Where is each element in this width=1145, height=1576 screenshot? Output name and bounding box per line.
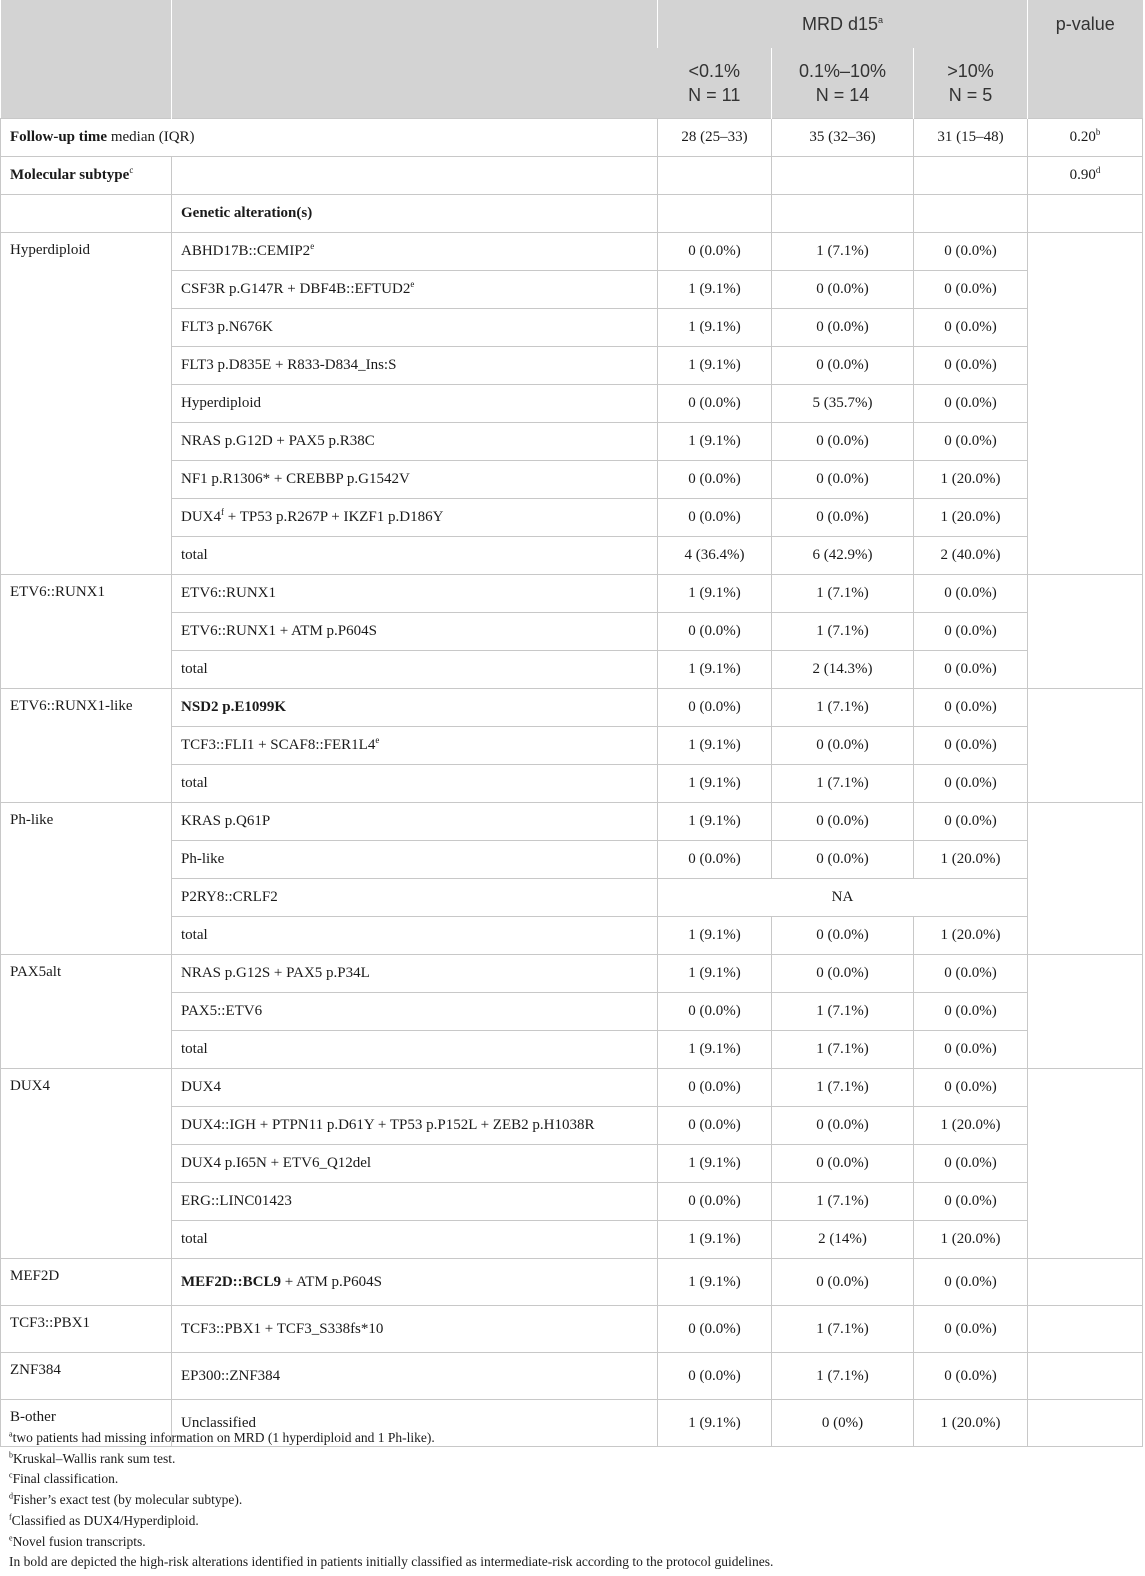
genetic-empty-3 (772, 195, 914, 233)
table-row (1, 955, 1143, 993)
footnote-marker: b (9, 1450, 13, 1460)
footnote (9, 1511, 773, 1532)
genetic-header-row (1, 195, 1143, 233)
count-cell: 1 (9.1%) (658, 651, 772, 689)
count-cell: 0 (0.0%) (914, 651, 1028, 689)
header-mrd: MRD d15$^a$ (658, 0, 1028, 48)
table-row (1, 1183, 1143, 1221)
followup-value-2: 35 (32–36) (772, 119, 914, 157)
alteration-text: Hyperdiploid (181, 395, 261, 411)
alteration-text: total (181, 775, 208, 791)
alteration-cell (172, 1031, 658, 1069)
count-cell: 0 (0.0%) (914, 385, 1028, 423)
pvalue-empty-cell (1028, 1400, 1143, 1447)
footnote-text: Final classification. (12, 1471, 119, 1487)
count-cell: 0 (0.0%) (772, 727, 914, 765)
count-cell: 0 (0.0%) (914, 689, 1028, 727)
count-cell: 0 (0.0%) (914, 1306, 1028, 1353)
alteration-text: TCF3::FLI1 + SCAF8::FER1L4 (181, 737, 376, 753)
alteration-cell (172, 613, 658, 651)
alteration-cell (172, 347, 658, 385)
footnote-marker: a (9, 1429, 13, 1439)
count-cell: 1 (9.1%) (658, 727, 772, 765)
subtype-cell: Hyperdiploid (1, 233, 172, 575)
pvalue-empty-cell (1028, 1259, 1143, 1306)
count-cell: 0 (0.0%) (658, 1107, 772, 1145)
alteration-cell (172, 1353, 658, 1400)
count-cell: 0 (0.0%) (658, 1306, 772, 1353)
count-cell: 1 (7.1%) (772, 1183, 914, 1221)
molecular-empty-4 (914, 157, 1028, 195)
count-cell: 1 (7.1%) (772, 1353, 914, 1400)
table-row (1, 1353, 1143, 1400)
alteration-text: ABHD17B::CEMIP2 (181, 243, 311, 259)
header-pvalue: p-value (1028, 0, 1143, 48)
subtype-cell: Ph-like (1, 803, 172, 955)
subtype-cell: MEF2D (1, 1259, 172, 1306)
pvalue-empty-cell (1028, 955, 1143, 1069)
alteration-text: PAX5::ETV6 (181, 1003, 263, 1019)
table-row (1, 347, 1143, 385)
header-group-2: 0.1%–10% N = 14 (772, 48, 914, 119)
count-cell: 1 (7.1%) (772, 993, 914, 1031)
alteration-cell (172, 841, 658, 879)
table-header (1, 0, 1143, 119)
alteration-cell (172, 1259, 658, 1306)
count-cell: 0 (0.0%) (772, 423, 914, 461)
count-cell: 0 (0.0%) (914, 575, 1028, 613)
genetic-empty-4 (914, 195, 1028, 233)
footnote-marker: e (310, 241, 315, 251)
header-pvalue-blank (1028, 48, 1143, 119)
followup-row (1, 119, 1143, 157)
count-cell: 0 (0.0%) (658, 1353, 772, 1400)
alteration-text: NRAS p.G12S + PAX5 p.P34L (181, 965, 370, 981)
count-cell: 0 (0.0%) (772, 1107, 914, 1145)
alteration-text: NF1 p.R1306* + CREBBP p.G1542V (181, 471, 410, 487)
count-cell: 0 (0.0%) (658, 385, 772, 423)
count-cell: 1 (9.1%) (658, 1145, 772, 1183)
high-risk-alteration: MEF2D::BCL9 (181, 1273, 281, 1290)
count-cell: 0 (0.0%) (658, 841, 772, 879)
alteration-cell (172, 993, 658, 1031)
count-cell: 0 (0.0%) (914, 1145, 1028, 1183)
count-cell: 6 (42.9%) (772, 537, 914, 575)
table-row (1, 1145, 1143, 1183)
count-cell: 0 (0.0%) (914, 1353, 1028, 1400)
count-cell: 0 (0.0%) (658, 461, 772, 499)
subtype-cell: ETV6::RUNX1-like (1, 689, 172, 803)
count-cell: 0 (0.0%) (914, 423, 1028, 461)
count-cell: 2 (40.0%) (914, 537, 1028, 575)
alteration-text: total (181, 1041, 208, 1057)
alteration-text: DUX4 p.I65N + ETV6_Q12del (181, 1155, 372, 1171)
count-cell: 1 (9.1%) (658, 1400, 772, 1447)
count-cell: 0 (0.0%) (772, 1259, 914, 1306)
count-cell: 0 (0.0%) (914, 993, 1028, 1031)
alteration-text: EP300::ZNF384 (181, 1367, 281, 1384)
count-cell: 0 (0.0%) (772, 271, 914, 309)
alteration-cell (172, 879, 658, 917)
followup-label: Follow-up time median (IQR) (1, 119, 658, 157)
count-cell: 1 (9.1%) (658, 309, 772, 347)
count-cell: 0 (0.0%) (914, 765, 1028, 803)
count-cell: 0 (0.0%) (658, 613, 772, 651)
alteration-cell (172, 917, 658, 955)
subtype-cell: ZNF384 (1, 1353, 172, 1400)
count-cell: 1 (9.1%) (658, 423, 772, 461)
table-row (1, 233, 1143, 271)
count-cell: 1 (20.0%) (914, 1107, 1028, 1145)
table-row (1, 689, 1143, 727)
table-row (1, 1221, 1143, 1259)
footnote-text: two patients had missing information on MRD (1 hyperdiploid and 1 Ph-like). (12, 1430, 435, 1445)
count-cell: 1 (9.1%) (658, 347, 772, 385)
count-cell: 1 (9.1%) (658, 271, 772, 309)
count-cell: 4 (36.4%) (658, 537, 772, 575)
count-cell: 0 (0.0%) (772, 955, 914, 993)
count-cell: 0 (0.0%) (914, 955, 1028, 993)
followup-pvalue: 0.20$^b$ (1028, 119, 1143, 157)
genetic-empty-5 (1028, 195, 1143, 233)
table-row (1, 499, 1143, 537)
pvalue-empty-cell (1028, 1353, 1143, 1400)
alteration-text: P2RY8::CRLF2 (181, 889, 278, 905)
count-cell: 1 (7.1%) (772, 1031, 914, 1069)
table-row (1, 651, 1143, 689)
alteration-cell (172, 1183, 658, 1221)
table-row (1, 1031, 1143, 1069)
count-cell: 0 (0.0%) (658, 993, 772, 1031)
count-cell: 0 (0.0%) (772, 347, 914, 385)
alteration-text: total (181, 547, 208, 563)
alteration-cell (172, 423, 658, 461)
table-row (1, 841, 1143, 879)
alteration-text: DUX4 (181, 1079, 221, 1095)
alteration-cell (172, 309, 658, 347)
count-cell: 0 (0.0%) (914, 1183, 1028, 1221)
table-row (1, 575, 1143, 613)
count-cell: 5 (35.7%) (772, 385, 914, 423)
footnote-text: Novel fusion transcripts. (12, 1533, 146, 1549)
footnotes (9, 1428, 773, 1573)
table-row (1, 309, 1143, 347)
count-cell: 0 (0.0%) (658, 233, 772, 271)
count-cell: 0 (0.0%) (914, 1069, 1028, 1107)
molecular-empty-2 (658, 157, 772, 195)
alteration-text: total (181, 927, 208, 943)
pvalue-empty-cell (1028, 575, 1143, 689)
count-cell: 0 (0.0%) (914, 233, 1028, 271)
count-cell: 0 (0.0%) (914, 803, 1028, 841)
count-cell: 1 (9.1%) (658, 1259, 772, 1306)
header-empty-2 (172, 0, 658, 119)
alteration-text: TCF3::PBX1 + TCF3_S338fs*10 (181, 1320, 384, 1337)
count-cell: 1 (20.0%) (914, 1221, 1028, 1259)
count-cell: 0 (0.0%) (772, 1145, 914, 1183)
count-cell: 1 (20.0%) (914, 1400, 1028, 1447)
count-cell: 0 (0.0%) (772, 461, 914, 499)
footnote-text: Classified as DUX4/Hyperdiploid. (11, 1512, 199, 1528)
alteration-cell (172, 727, 658, 765)
followup-value-3: 31 (15–48) (914, 119, 1028, 157)
alteration-cell (172, 651, 658, 689)
count-cell: 0 (0.0%) (914, 309, 1028, 347)
table-row (1, 613, 1143, 651)
count-cell: 2 (14.3%) (772, 651, 914, 689)
count-cell: 0 (0.0%) (658, 1183, 772, 1221)
subtype-cell: PAX5alt (1, 955, 172, 1069)
subtype-cell: TCF3::PBX1 (1, 1306, 172, 1353)
table-row (1, 1306, 1143, 1353)
alteration-cell (172, 499, 658, 537)
footnote-marker: f (9, 1512, 12, 1522)
count-cell: 0 (0.0%) (658, 499, 772, 537)
alteration-cell (172, 1306, 658, 1353)
molecular-empty-3 (772, 157, 914, 195)
alteration-cell (172, 271, 658, 309)
alteration-text: total (181, 1231, 208, 1247)
alteration-text: Ph-like (181, 851, 225, 867)
count-cell: 1 (9.1%) (658, 917, 772, 955)
count-cell: 1 (7.1%) (772, 1069, 914, 1107)
pvalue-empty-cell (1028, 803, 1143, 955)
count-cell: 1 (9.1%) (658, 1221, 772, 1259)
alteration-cell (172, 233, 658, 271)
footnote-text: In bold are depicted the high-risk alterations identified in patients initially classified as intermediate-risk according to the protocol guidelines. (9, 1554, 774, 1570)
pvalue-empty-cell (1028, 1069, 1143, 1259)
molecular-label: Molecular subtype$^c$ (1, 157, 172, 195)
header-empty-1 (1, 0, 172, 119)
table-row (1, 1259, 1143, 1306)
count-cell: 1 (7.1%) (772, 613, 914, 651)
count-cell: 1 (7.1%) (772, 765, 914, 803)
table-row (1, 803, 1143, 841)
count-cell: 0 (0.0%) (914, 613, 1028, 651)
count-cell: 2 (14%) (772, 1221, 914, 1259)
subtype-cell: ETV6::RUNX1 (1, 575, 172, 689)
table-row (1, 1107, 1143, 1145)
count-cell: 0 (0.0%) (772, 917, 914, 955)
footnote (9, 1449, 773, 1470)
alteration-cell (172, 461, 658, 499)
header-group-1: <0.1% N = 11 (658, 48, 772, 119)
footnote (9, 1532, 773, 1553)
table-row (1, 1069, 1143, 1107)
alteration-text: DUX4 (181, 509, 221, 525)
pvalue-empty-cell (1028, 1306, 1143, 1353)
count-cell: 1 (9.1%) (658, 955, 772, 993)
alteration-text: ETV6::RUNX1 (181, 585, 276, 601)
count-cell: 0 (0.0%) (914, 727, 1028, 765)
count-cell: 0 (0.0%) (772, 499, 914, 537)
footnote-text: Kruskal–Wallis rank sum test. (13, 1450, 176, 1466)
table-row (1, 385, 1143, 423)
table-row (1, 765, 1143, 803)
alteration-text: total (181, 661, 208, 677)
count-cell: 0 (0.0%) (658, 1069, 772, 1107)
count-cell: 1 (7.1%) (772, 233, 914, 271)
alteration-text: CSF3R p.G147R + DBF4B::EFTUD2 (181, 281, 411, 297)
table-body (1, 119, 1143, 1447)
alteration-cell (172, 575, 658, 613)
count-cell: 0 (0.0%) (914, 1031, 1028, 1069)
subtype-cell: DUX4 (1, 1069, 172, 1259)
table-row (1, 879, 1143, 917)
count-cell: 0 (0.0%) (914, 1259, 1028, 1306)
subtype-cell: B-other (1, 1400, 172, 1447)
footnote (9, 1490, 773, 1511)
alteration-text: KRAS p.Q61P (181, 813, 271, 829)
pvalue-empty-cell (1028, 233, 1143, 575)
molecular-pvalue: 0.90$^d$ (1028, 157, 1143, 195)
header-group-3: >10% N = 5 (914, 48, 1028, 119)
alteration-cell (172, 1221, 658, 1259)
count-cell: 0 (0.0%) (772, 309, 914, 347)
footnote-marker: c (9, 1470, 13, 1480)
count-cell: 1 (9.1%) (658, 1031, 772, 1069)
count-cell: 1 (7.1%) (772, 1306, 914, 1353)
count-cell: 0 (0.0%) (658, 689, 772, 727)
alteration-text: NRAS p.G12D + PAX5 p.R38C (181, 433, 375, 449)
high-risk-alteration: NSD2 p.E1099K (181, 699, 287, 715)
footnote-marker: f (221, 507, 224, 517)
count-cell: 0 (0.0%) (772, 841, 914, 879)
table-row (1, 917, 1143, 955)
count-cell: 1 (20.0%) (914, 841, 1028, 879)
footnote (9, 1469, 773, 1490)
alteration-text: ETV6::RUNX1 + ATM p.P604S (181, 623, 377, 639)
alteration-text: DUX4::IGH + PTPN11 p.D61Y + TP53 p.P152L + ZEB2 p.H1038R (181, 1117, 595, 1133)
table-row (1, 423, 1143, 461)
footnote (9, 1552, 773, 1573)
alteration-cell (172, 689, 658, 727)
footnote-marker: e (375, 735, 380, 745)
table-row (1, 461, 1143, 499)
footnote-marker: e (410, 279, 415, 289)
alteration-text: ERG::LINC01423 (181, 1193, 292, 1209)
pvalue-empty-cell (1028, 689, 1143, 803)
followup-value-1: 28 (25–33) (658, 119, 772, 157)
genetic-empty-1 (1, 195, 172, 233)
count-cell: 0 (0.0%) (772, 803, 914, 841)
table-row (1, 727, 1143, 765)
count-cell: 1 (20.0%) (914, 917, 1028, 955)
alteration-cell (172, 1069, 658, 1107)
alteration-cell (172, 1145, 658, 1183)
footnote-marker: d (9, 1491, 13, 1501)
table-row (1, 993, 1143, 1031)
alteration-text: FLT3 p.N676K (181, 319, 273, 335)
footnote-text: Fisher’s exact test (by molecular subtype). (13, 1492, 243, 1508)
count-cell: 0 (0.0%) (914, 271, 1028, 309)
alteration-cell (172, 803, 658, 841)
na-cell: NA (658, 879, 1028, 917)
count-cell: 1 (9.1%) (658, 575, 772, 613)
alteration-cell (172, 765, 658, 803)
count-cell: 1 (20.0%) (914, 461, 1028, 499)
count-cell: 1 (7.1%) (772, 689, 914, 727)
count-cell: 0 (0%) (772, 1400, 914, 1447)
table-row (1, 271, 1143, 309)
molecular-row (1, 157, 1143, 195)
count-cell: 0 (0.0%) (914, 347, 1028, 385)
alteration-text: FLT3 p.D835E + R833-D834_Ins:S (181, 357, 397, 373)
molecular-empty-1 (172, 157, 658, 195)
alteration-text-tail: + ATM p.P604S (281, 1273, 382, 1290)
count-cell: 1 (20.0%) (914, 499, 1028, 537)
footnote (9, 1428, 773, 1449)
count-cell: 1 (9.1%) (658, 765, 772, 803)
genetic-empty-2 (658, 195, 772, 233)
footnote-marker: e (9, 1533, 13, 1543)
genetic-header: Genetic alteration(s) (172, 195, 658, 233)
alteration-text: Unclassified (181, 1414, 256, 1431)
alteration-cell (172, 537, 658, 575)
alteration-cell (172, 1107, 658, 1145)
alteration-cell (172, 385, 658, 423)
count-cell: 1 (7.1%) (772, 575, 914, 613)
alteration-cell (172, 955, 658, 993)
alteration-text-tail: + TP53 p.R267P + IKZF1 p.D186Y (224, 509, 444, 525)
count-cell: 1 (9.1%) (658, 803, 772, 841)
table-row (1, 537, 1143, 575)
